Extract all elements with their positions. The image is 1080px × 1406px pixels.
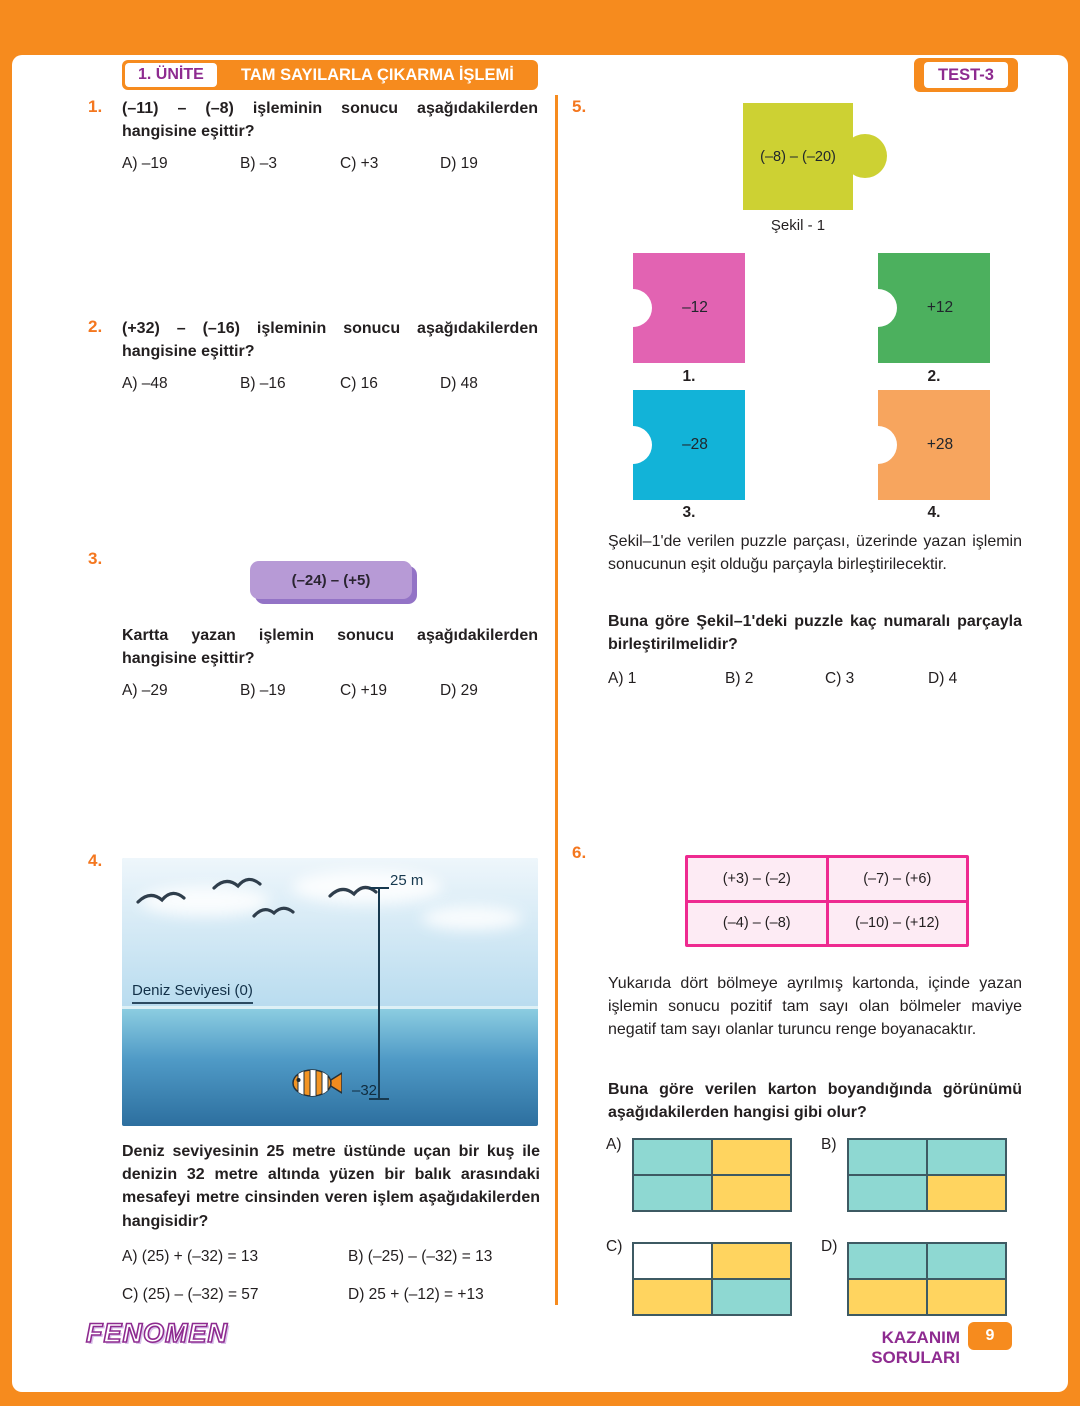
question-text: Deniz seviyesinin 25 metre üstünde uçan bir kuş ile denizin 32 metre altında yüzen bir balık arasındaki mesafeyi metre cinsinden veren işlem aşağıdakilerden hangisidir? bbox=[122, 1143, 540, 1230]
publisher-logo: FENOMEN bbox=[86, 1318, 228, 1348]
grid-cell bbox=[928, 1280, 1005, 1314]
question-number: 6. bbox=[572, 843, 587, 862]
option-c: C) +19 bbox=[340, 682, 387, 699]
puzzle-value: –28 bbox=[682, 436, 708, 453]
question-number: 5. bbox=[572, 97, 587, 116]
option-c: C) +3 bbox=[340, 155, 379, 172]
grid-cell bbox=[928, 1244, 1005, 1278]
question-number: 1. bbox=[88, 97, 103, 116]
option-a: A) (25) + (–32) = 13 bbox=[122, 1248, 259, 1265]
puzzle-value: +12 bbox=[926, 299, 954, 316]
piece-label-1: 1. bbox=[682, 368, 696, 385]
option-c: C) 16 bbox=[340, 375, 378, 392]
option-b: B) –16 bbox=[240, 375, 286, 392]
option-d: D) 29 bbox=[440, 682, 478, 699]
page-title: TAM SAYILARLA ÇIKARMA İŞLEMİ bbox=[240, 65, 514, 84]
grid-cell bbox=[713, 1140, 790, 1174]
option-c: C) 3 bbox=[825, 670, 855, 687]
grid-cell bbox=[713, 1244, 790, 1278]
grid-cell bbox=[713, 1280, 790, 1314]
question-number: 3. bbox=[88, 549, 103, 568]
option-d: D) 19 bbox=[440, 155, 478, 172]
operation-card: (–24) – (+5) bbox=[250, 561, 412, 599]
puzzle-value: –12 bbox=[682, 299, 708, 316]
grid-cell bbox=[634, 1140, 711, 1174]
answer-grid-a bbox=[632, 1138, 792, 1212]
piece-label-2: 2. bbox=[927, 368, 941, 385]
table-cell: (+3) – (–2) bbox=[688, 858, 826, 900]
answer-grid-d bbox=[847, 1242, 1007, 1316]
sea-level-label: Deniz Seviyesi (0) bbox=[132, 982, 253, 1004]
grid-cell bbox=[713, 1176, 790, 1210]
question-number: 2. bbox=[88, 317, 103, 336]
question-number: 4. bbox=[88, 851, 103, 870]
answer-label-a: A) bbox=[606, 1136, 622, 1153]
option-c: C) (25) – (–32) = 57 bbox=[122, 1286, 259, 1303]
operations-table bbox=[685, 855, 969, 947]
puzzle-value: +28 bbox=[926, 436, 954, 453]
option-a: A) –29 bbox=[122, 682, 168, 699]
option-d: D) 48 bbox=[440, 375, 478, 392]
answer-grid-c bbox=[632, 1242, 792, 1316]
footer-label: KAZANIM SORULARI bbox=[871, 1328, 960, 1367]
figure-label: Şekil - 1 bbox=[770, 217, 826, 234]
option-b: B) 2 bbox=[725, 670, 754, 687]
option-b: B) –19 bbox=[240, 682, 286, 699]
grid-cell bbox=[849, 1244, 926, 1278]
grid-cell bbox=[849, 1280, 926, 1314]
answer-label-b: B) bbox=[821, 1136, 837, 1153]
option-b: B) –3 bbox=[240, 155, 278, 172]
option-a: A) 1 bbox=[608, 670, 637, 687]
test-label: TEST-3 bbox=[924, 62, 1008, 88]
question-paragraph: Şekil–1'de verilen puzzle parçası, üzerinde yazan işlemin sonucunun eşit olduğu parçayla birleştirilecektir. bbox=[608, 533, 1022, 574]
answer-label-c: C) bbox=[606, 1238, 623, 1255]
page-number-badge: 9 bbox=[968, 1322, 1012, 1350]
question-text: (+32) – (–16) işleminin sonucu aşağıdakilerden hangisine eşittir? bbox=[122, 320, 538, 361]
puzzle-main-operation: (–8) – (–20) bbox=[760, 148, 836, 165]
answer-grid-b bbox=[847, 1138, 1007, 1212]
piece-label-4: 4. bbox=[927, 504, 941, 521]
grid-cell bbox=[928, 1140, 1005, 1174]
depth-label: –32 bbox=[352, 1082, 378, 1099]
table-cell: (–10) – (+12) bbox=[829, 903, 967, 945]
grid-cell bbox=[928, 1176, 1005, 1210]
question-text: Kartta yazan işlemin sonucu aşağıdakilerden hangisine eşittir? bbox=[122, 627, 538, 668]
grid-cell bbox=[634, 1244, 711, 1278]
unit-label: 1. ÜNİTE bbox=[125, 63, 217, 87]
option-d: D) 25 + (–12) = +13 bbox=[348, 1286, 484, 1303]
table-cell: (–7) – (+6) bbox=[829, 858, 967, 900]
question-text: Buna göre Şekil–1'deki puzzle kaç numaralı parçayla birleştirilmelidir? bbox=[608, 613, 1022, 654]
question-paragraph: Yukarıda dört bölmeye ayrılmış kartonda, içinde yazan işlemin sonucu pozitif tam sayı olan bölmeler maviye negatif tam sayı olanlar turuncu renge boyanacaktır. bbox=[608, 975, 1022, 1039]
option-b: B) (–25) – (–32) = 13 bbox=[348, 1248, 493, 1265]
grid-cell bbox=[634, 1280, 711, 1314]
question-text: (–11) – (–8) işleminin sonucu aşağıdakilerden hangisine eşittir? bbox=[122, 100, 538, 141]
question-text: Buna göre verilen karton boyandığında görünümü aşağıdakilerden hangisi gibi olur? bbox=[608, 1081, 1022, 1122]
grid-cell bbox=[634, 1176, 711, 1210]
height-label: 25 m bbox=[390, 872, 424, 889]
grid-cell bbox=[849, 1140, 926, 1174]
grid-cell bbox=[849, 1176, 926, 1210]
answer-label-d: D) bbox=[821, 1238, 838, 1255]
option-a: A) –19 bbox=[122, 155, 168, 172]
option-d: D) 4 bbox=[928, 670, 958, 687]
option-a: A) –48 bbox=[122, 375, 168, 392]
piece-label-3: 3. bbox=[682, 504, 696, 521]
table-cell: (–4) – (–8) bbox=[688, 903, 826, 945]
